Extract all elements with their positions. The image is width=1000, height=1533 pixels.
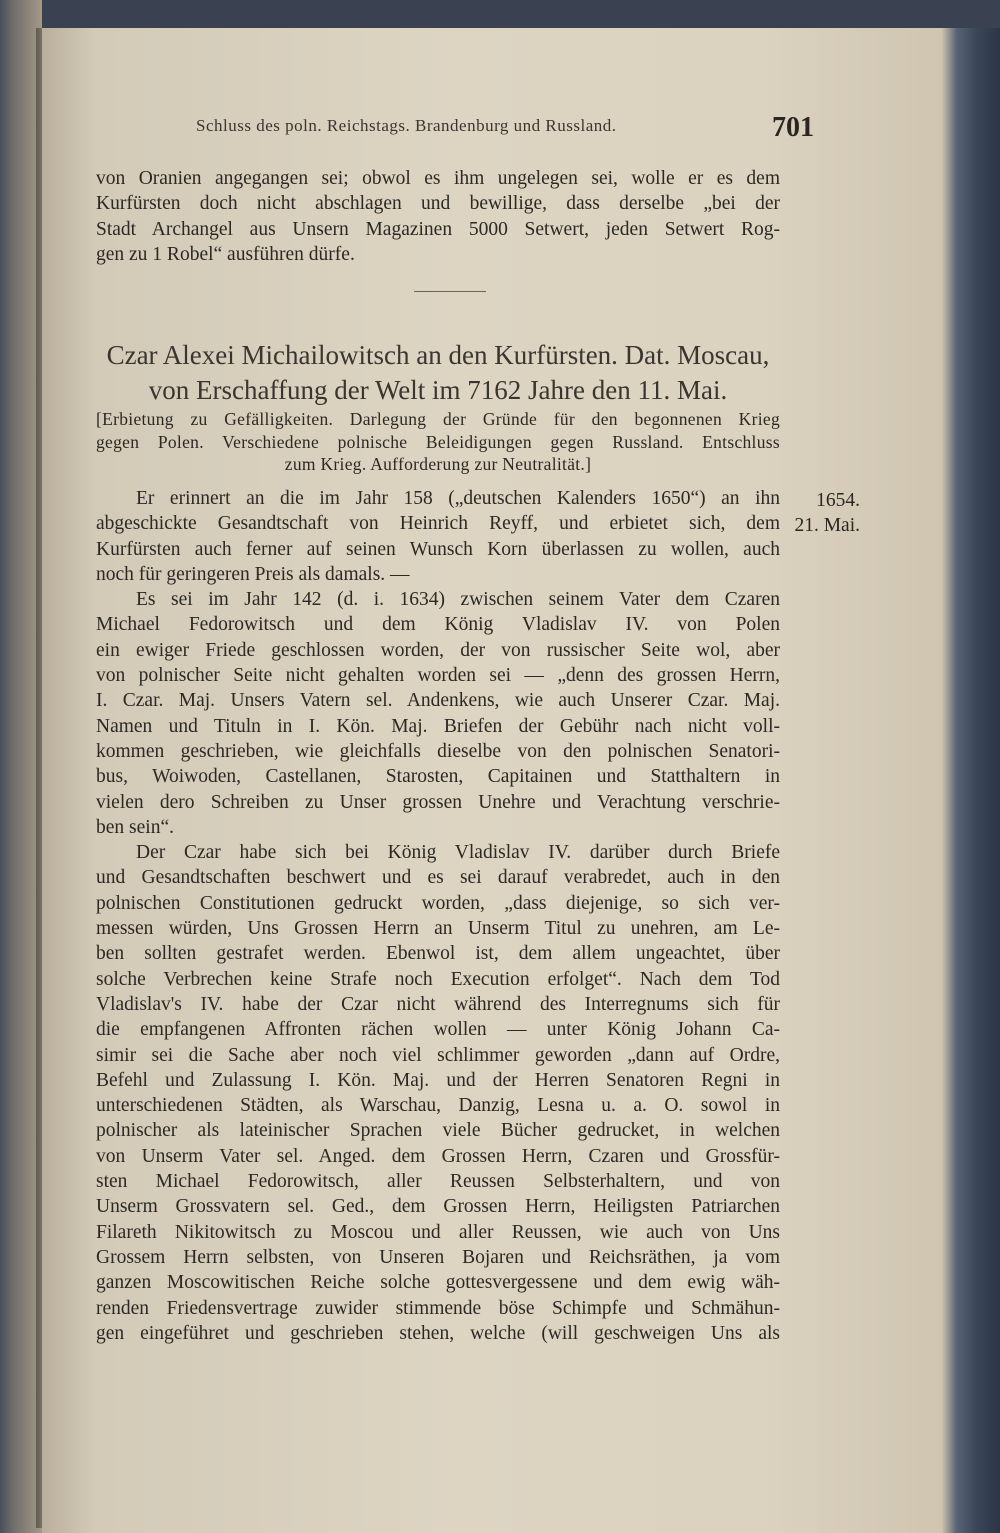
- text-line: Unserm Grossvatern sel. Ged., dem Grossen Herrn, Heiligsten Patriarchen: [96, 1196, 780, 1218]
- section-divider: [414, 291, 486, 292]
- text-line: Kurfürsten auch ferner auf seinen Wunsch Korn überlassen zu wollen, auch: [96, 538, 780, 560]
- title-line: Czar Alexei Michailowitsch an den Kurfürsten. Dat. Moscau,: [106, 340, 770, 370]
- text-line: Filareth Nikitowitsch zu Moscou und aller Reussen, wie auch von Uns: [96, 1221, 780, 1243]
- text-line: ben sollten gestrafet werden. Ebenwol ist, dem allem ungeachtet, über: [96, 943, 780, 965]
- text-line: Es sei im Jahr 142 (d. i. 1634) zwischen seinem Vater dem Czaren: [136, 589, 780, 611]
- margin-date: 21. Mai.: [794, 515, 860, 536]
- summary-line: gegen Polen. Verschiedene polnische Beleidigungen gegen Russland. Entschluss: [96, 431, 780, 452]
- continuation-paragraph: [96, 166, 780, 267]
- running-header: Schluss des poln. Reichstags. Brandenburg und Russland.: [196, 116, 617, 135]
- text-line: Michael Fedorowitsch und dem König Vladislav IV. von Polen: [96, 614, 780, 636]
- text-line: Vladislav's IV. habe der Czar nicht während des Interregnums sich für: [96, 993, 780, 1015]
- margin-year: 1654.: [816, 490, 860, 511]
- text-line: simir sei die Sache aber noch viel schlimmer geworden „dann auf Ordre,: [96, 1044, 780, 1066]
- title-line: von Erschaffung der Welt im 7162 Jahre den 11. Mai.: [148, 375, 728, 405]
- text-line: kommen geschrieben, wie gleichfalls dieselbe von den polnischen Senatori-: [96, 740, 780, 762]
- text-line: Er erinnert an die im Jahr 158 („deutschen Kalenders 1650“) an ihn: [136, 488, 780, 509]
- text-line: Befehl und Zulassung I. Kön. Maj. und der Herren Senatoren Regni in: [96, 1069, 780, 1091]
- paragraph-1: [96, 486, 780, 587]
- text-line: polnischen Constitutionen gedruckt worden, „dass diejenige, so sich ver-: [96, 892, 780, 914]
- text-line: renden Friedensvertrage zuwider stimmende böse Schimpfe und Schmähun-: [96, 1297, 780, 1319]
- paragraph-3: [96, 840, 780, 1346]
- text-line: noch für geringeren Preis als damals. —: [96, 563, 410, 585]
- text-line: solche Verbrechen keine Strafe noch Execution erfolget“. Nach dem Tod: [96, 968, 780, 990]
- page-number: 701: [772, 112, 814, 143]
- text-line: gen zu 1 Robel“ ausführen dürfe.: [96, 243, 355, 265]
- paragraph-2: [96, 587, 780, 840]
- text-line: von polnischer Seite nicht gehalten worden sei — „denn des grossen Herrn,: [96, 665, 780, 687]
- text-line: von Unserm Vater sel. Anged. dem Grossen Herrn, Czaren und Grossfür-: [96, 1145, 780, 1167]
- text-line: abgeschickte Gesandtschaft von Heinrich Reyff, und erbietet sich, dem: [96, 513, 780, 535]
- text-line: gen eingeführet und geschrieben stehen, welche (will geschweigen Uns als: [96, 1322, 780, 1344]
- summary-line: [Erbietung zu Gefälligkeiten. Darlegung der Gründe für den begonnenen Krieg: [96, 409, 780, 429]
- text-line: von Oranien angegangen sei; obwol es ihm ungelegen sei, wolle er es dem: [96, 168, 780, 189]
- book-page: [42, 28, 942, 1533]
- text-line: Grossem Herrn selbsten, von Unseren Bojaren und Reichsräthen, ja vom: [96, 1246, 780, 1268]
- text-line: unterschiedenen Städten, als Warschau, Danzig, Lesna u. a. O. sowol in: [96, 1095, 780, 1117]
- text-line: Namen und Tituln in I. Kön. Maj. Briefen der Gebühr nach nicht voll-: [96, 715, 780, 737]
- text-line: polnischer als lateinischer Sprachen viele Bücher gedrucket, in welchen: [96, 1120, 780, 1142]
- text-line: messen würden, Uns Grossen Herrn an Unserm Titul zu unehren, am Le-: [96, 918, 780, 940]
- text-line: Kurfürsten doch nicht abschlagen und bewillige, dass derselbe „bei der: [96, 193, 780, 215]
- text-line: die empfangenen Affronten rächen wollen — unter König Johann Ca-: [96, 1019, 780, 1041]
- margin-date-note: [780, 488, 860, 538]
- document-title: [96, 338, 780, 408]
- summary-line: zum Krieg. Aufforderung zur Neutralität.]: [284, 454, 592, 474]
- document-summary: [96, 408, 780, 476]
- text-line: I. Czar. Maj. Unsers Vatern sel. Andenkens, wie auch Unserer Czar. Maj.: [96, 690, 780, 712]
- body-text: [96, 486, 780, 1346]
- text-line: ben sein“.: [96, 816, 174, 838]
- text-line: ein ewiger Friede geschlossen worden, der von russischer Seite wol, aber: [96, 639, 780, 661]
- text-line: Der Czar habe sich bei König Vladislav IV. darüber durch Briefe: [136, 842, 780, 864]
- text-line: und Gesandtschaften beschwert und es sei darauf verabredet, auch in den: [96, 867, 780, 889]
- text-line: vielen dero Schreiben zu Unser grossen Unehre und Verachtung verschrie-: [96, 791, 780, 813]
- text-line: ganzen Moscowitischen Reiche solche gottesvergessene und dem ewig wäh-: [96, 1272, 780, 1294]
- text-line: Stadt Archangel aus Unsern Magazinen 5000 Setwert, jeden Setwert Rog-: [96, 218, 780, 240]
- text-line: bus, Woiwoden, Castellanen, Starosten, Capitainen und Statthaltern in: [96, 766, 780, 788]
- book-cover-edge: [942, 28, 1000, 1533]
- text-line: sten Michael Fedorowitsch, aller Reussen Selbsterhaltern, und von: [96, 1171, 780, 1193]
